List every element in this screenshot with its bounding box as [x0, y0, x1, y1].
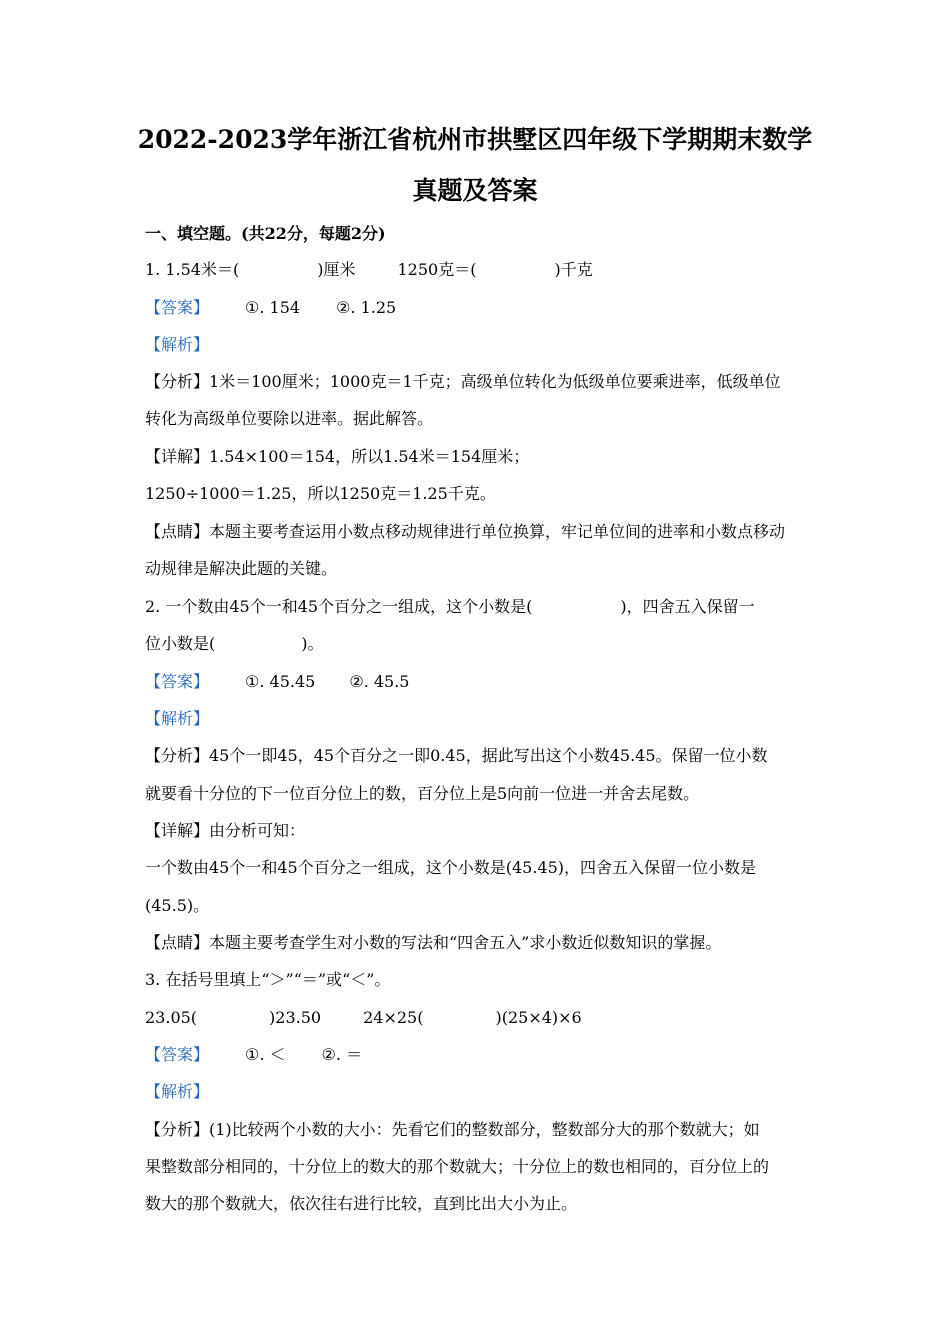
q3-answer-2: ②. ＝ [321, 1045, 363, 1064]
answer-tag: 【答案】 [145, 672, 210, 691]
q1-answer-1: ①. 154 [245, 298, 301, 317]
q1-xiangjie-2: 1250÷1000＝1.25，所以1250克＝1.25千克。 [145, 484, 496, 503]
q2-stem-2 [145, 633, 324, 655]
q3-expressions [145, 1007, 582, 1029]
q2-stem-1b: )，四舍五入保留一 [620, 597, 755, 616]
q1-fenxi-1: 【分析】1米＝100厘米；1000克＝1千克；高级单位转化为低级单位要乘进率，低级单位 [145, 372, 781, 391]
q2-xiangjie-3: (45.5)。 [145, 896, 210, 915]
q3-fenxi-1: 【分析】(1)比较两个小数的大小：先看它们的整数部分，整数部分大的那个数就大；如 [145, 1120, 760, 1139]
q3-expr-c: 24×25( [363, 1008, 424, 1027]
q2-answer-1: ①. 45.45 [245, 672, 316, 691]
q1-stem-a: 1. 1.54米＝( [145, 260, 240, 279]
document-title-line-1: 2022-2023学年浙江省杭州市拱墅区四年级下学期期末数学 [137, 125, 813, 154]
q3-fenxi-3: 数大的那个数就大，依次往右进行比较，直到比出大小为止。 [145, 1194, 578, 1213]
q2-analysis-tag: 【解析】 [145, 709, 210, 728]
q1-answer [145, 297, 396, 319]
answer-tag: 【答案】 [145, 1045, 210, 1064]
q3-stem: 3. 在括号里填上“＞”“＝”或“＜”。 [145, 970, 391, 989]
q3-fenxi-2: 果整数部分相同的，十分位上的数大的那个数就大；十分位上的数也相同的，百分位上的 [145, 1157, 770, 1176]
q1-xiangjie-1: 【详解】1.54×100＝154，所以1.54米＝154厘米； [145, 447, 530, 466]
q3-answer [145, 1044, 362, 1066]
q1-stem-b: )厘米 [317, 260, 356, 279]
q1-analysis-tag: 【解析】 [145, 335, 210, 354]
q1-stem [145, 259, 593, 281]
q1-stem-c: 1250克＝( [397, 260, 477, 279]
q1-stem-d: )千克 [554, 260, 593, 279]
q2-fenxi-1: 【分析】45个一即45，45个百分之一即0.45，据此写出这个小数45.45。保留一位小数 [145, 746, 768, 765]
q2-stem-1a: 2. 一个数由45个一和45个百分之一组成，这个小数是( [145, 597, 533, 616]
q1-dianjing-2: 动规律是解决此题的关键。 [145, 559, 338, 578]
q2-xiangjie-1: 【详解】由分析可知： [145, 821, 306, 840]
q3-analysis-tag: 【解析】 [145, 1082, 210, 1101]
q2-stem-2b: )。 [301, 634, 324, 653]
q2-xiangjie-2: 一个数由45个一和45个百分之一组成，这个小数是(45.45)，四舍五入保留一位小数是 [145, 858, 757, 877]
q3-expr-a: 23.05( [145, 1008, 198, 1027]
q1-dianjing-1: 【点睛】本题主要考查运用小数点移动规律进行单位换算，牢记单位间的进率和小数点移动 [145, 522, 786, 541]
section-heading: 一、填空题。(共22分，每题2分) [145, 224, 386, 243]
q2-dianjing-1: 【点睛】本题主要考查学生对小数的写法和“四舍五入”求小数近似数知识的掌握。 [145, 933, 722, 952]
q2-answer [145, 671, 409, 693]
q2-stem-2a: 位小数是( [145, 634, 216, 653]
answer-tag: 【答案】 [145, 298, 210, 317]
q3-expr-b: )23.50 [269, 1008, 322, 1027]
q2-fenxi-2: 就要看十分位的下一位百分位上的数，百分位上是5向前一位进一并舍去尾数。 [145, 784, 700, 803]
q3-expr-d: )(25×4)×6 [495, 1008, 582, 1027]
q2-stem-1 [145, 596, 755, 618]
document-title-line-2: 真题及答案 [412, 176, 538, 205]
q1-fenxi-2: 转化为高级单位要除以进率。据此解答。 [145, 409, 434, 428]
q1-answer-2: ②. 1.25 [336, 298, 397, 317]
q2-answer-2: ②. 45.5 [349, 672, 410, 691]
q3-answer-1: ①. ＜ [245, 1045, 286, 1064]
